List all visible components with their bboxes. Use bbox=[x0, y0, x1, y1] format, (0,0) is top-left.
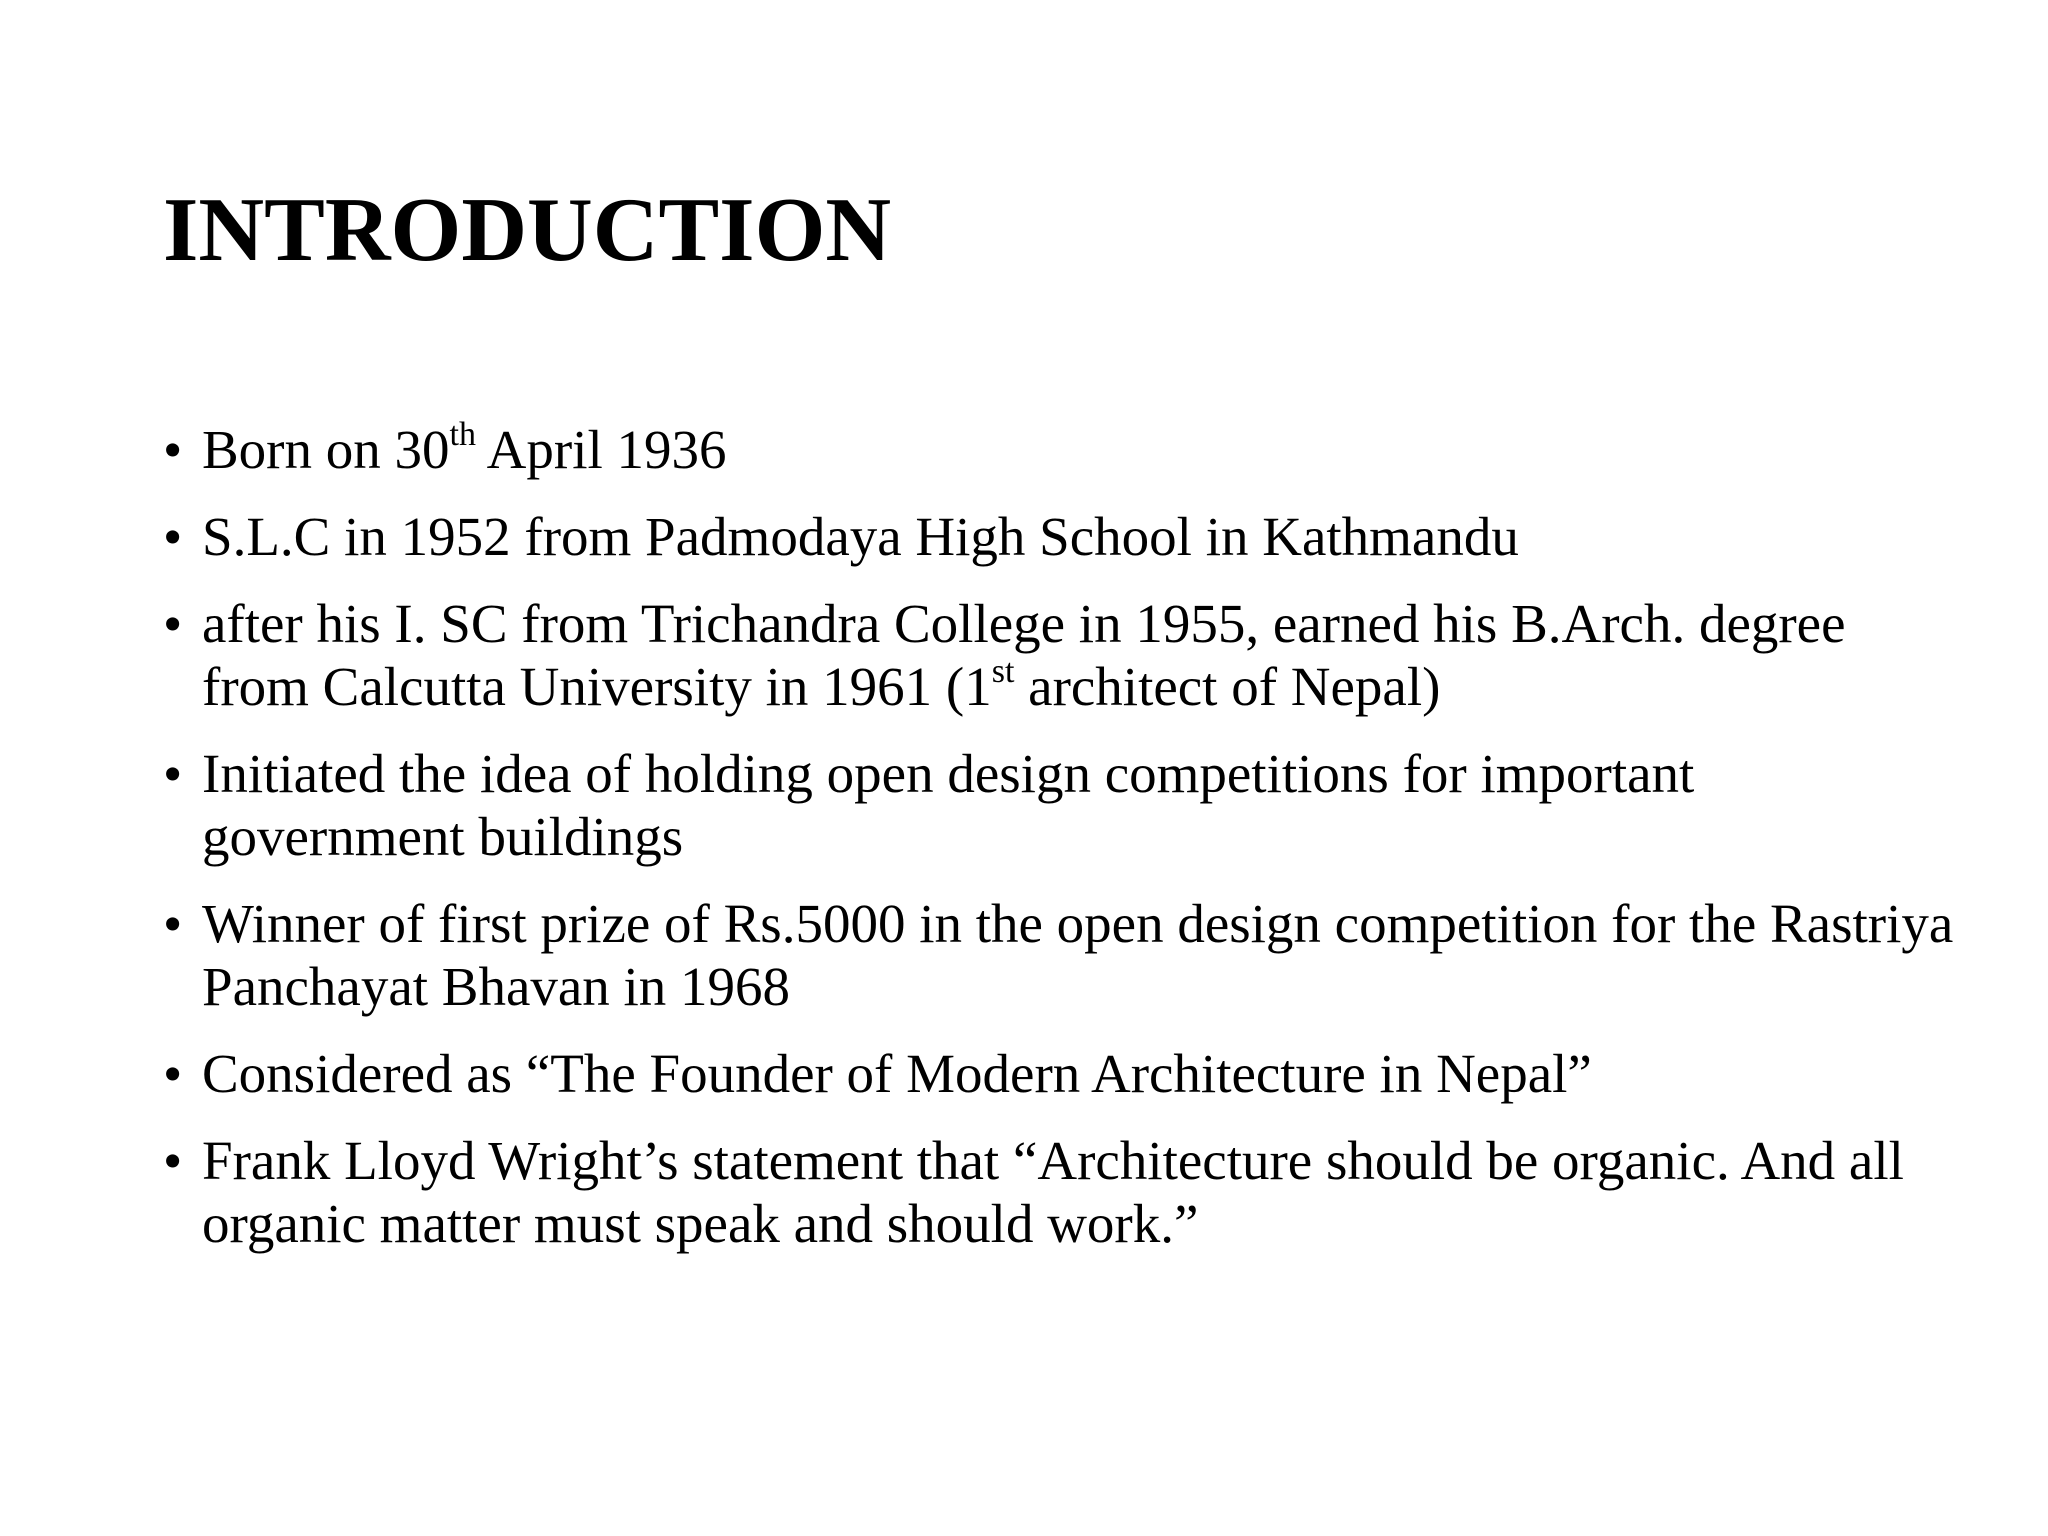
bullet-text-continued: architect of Nepal) bbox=[1014, 656, 1441, 717]
bullet-superscript: th bbox=[449, 415, 476, 453]
bullet-item-education bbox=[163, 592, 1963, 718]
bullet-item-prize bbox=[163, 892, 1963, 1018]
bullet-text-continued: April 1936 bbox=[475, 419, 727, 480]
bullet-icon: • bbox=[163, 593, 183, 654]
bullet-item-founder bbox=[163, 1042, 1963, 1105]
bullet-item-slc bbox=[163, 505, 1963, 568]
bullet-item-birth bbox=[163, 415, 1963, 481]
bullet-text: S.L.C in 1952 from Padmodaya High School in Kathmandu bbox=[202, 506, 1519, 567]
bullet-text: after his I. SC from Trichandra College in 1955, earned his B.Arch. degree from Calcutta University in 1961 (1 bbox=[202, 593, 1846, 717]
bullet-text: Winner of first prize of Rs.5000 in the open design competition for the Rastriya Panchayat Bhavan in 1968 bbox=[202, 893, 1954, 1017]
bullet-icon: • bbox=[163, 893, 183, 954]
bullet-icon: • bbox=[163, 1043, 183, 1104]
bullet-list bbox=[163, 415, 1963, 1279]
bullet-item-wright-quote bbox=[163, 1129, 1963, 1255]
bullet-icon: • bbox=[163, 743, 183, 804]
slide-title: INTRODUCTION bbox=[163, 179, 892, 280]
bullet-text: Frank Lloyd Wright’s statement that “Architecture should be organic. And all organic matter must speak and should work.” bbox=[202, 1130, 1904, 1254]
bullet-text: Considered as “The Founder of Modern Architecture in Nepal” bbox=[202, 1043, 1592, 1104]
bullet-superscript: st bbox=[991, 652, 1015, 690]
bullet-item-competitions bbox=[163, 742, 1963, 868]
bullet-icon: • bbox=[163, 419, 183, 480]
bullet-text: Born on 30 bbox=[202, 419, 450, 480]
bullet-icon: • bbox=[163, 1130, 183, 1191]
bullet-icon: • bbox=[163, 506, 183, 567]
bullet-text: Initiated the idea of holding open design competitions for important government buildings bbox=[202, 743, 1695, 867]
